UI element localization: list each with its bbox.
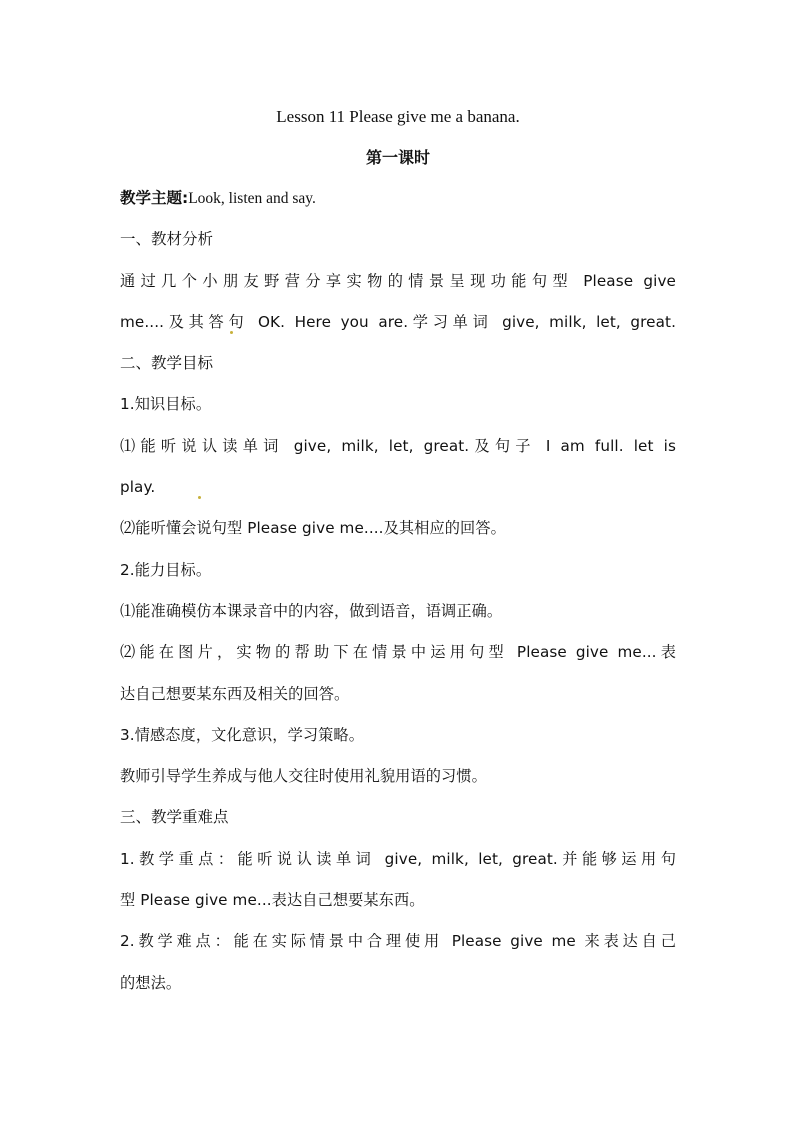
objective-ability-line-3: 达自己想要某东西及相关的回答。 bbox=[120, 684, 350, 703]
section-heading-key-difficult-points: 三、教学重难点 bbox=[120, 808, 229, 827]
objective-knowledge-line-3: ⑵能听懂会说句型 Please give me....及其相应的回答。 bbox=[120, 519, 506, 538]
difficult-point-line-2: 的想法。 bbox=[120, 973, 182, 992]
section-heading-teaching-objectives: 二、教学目标 bbox=[120, 354, 214, 373]
lesson-title: Lesson 11 Please give me a banana. bbox=[276, 107, 520, 126]
document-content bbox=[120, 96, 676, 1004]
objective-ability-heading: 2.能力目标。 bbox=[120, 560, 212, 579]
objective-ability-line-2: ⑵能在图片，实物的帮助下在情景中运用句型 Please give me...表 bbox=[120, 643, 676, 662]
teaching-theme-label: 教学主题: bbox=[120, 189, 189, 207]
lesson-subtitle: 第一课时 bbox=[365, 148, 430, 167]
key-point-line-1: 1.教学重点：能听说认读单词 give, milk, let, great.并能够运用句 bbox=[120, 849, 676, 868]
material-analysis-line-1: 通过几个小朋友野营分享实物的情景呈现功能句型 Please give bbox=[120, 271, 676, 290]
decorative-mark bbox=[198, 496, 201, 499]
decorative-mark bbox=[230, 331, 233, 334]
teaching-theme bbox=[120, 178, 676, 219]
objective-knowledge-heading: 1.知识目标。 bbox=[120, 395, 212, 414]
objective-attitude-heading: 3.情感态度，文化意识，学习策略。 bbox=[120, 725, 365, 744]
objective-ability-line-1: ⑴能准确模仿本课录音中的内容，做到语音，语调正确。 bbox=[120, 601, 503, 620]
material-analysis-line-2: me....及其答句 OK. Here you are.学习单词 give, milk, let, great. bbox=[120, 312, 676, 331]
objective-knowledge-line-1: ⑴能听说认读单词 give, milk, let, great.及句子 I am full. let is bbox=[120, 436, 676, 455]
objective-attitude-line-1: 教师引导学生养成与他人交往时使用礼貌用语的习惯。 bbox=[120, 767, 487, 786]
section-heading-material-analysis: 一、教材分析 bbox=[120, 230, 214, 249]
key-point-line-2: 型 Please give me...表达自己想要某东西。 bbox=[120, 891, 425, 910]
difficult-point-line-1: 2.教学难点：能在实际情景中合理使用 Please give me 来表达自己 bbox=[120, 932, 676, 951]
objective-knowledge-line-2: play. bbox=[120, 478, 156, 497]
teaching-theme-value: Look, listen and say. bbox=[188, 190, 316, 207]
